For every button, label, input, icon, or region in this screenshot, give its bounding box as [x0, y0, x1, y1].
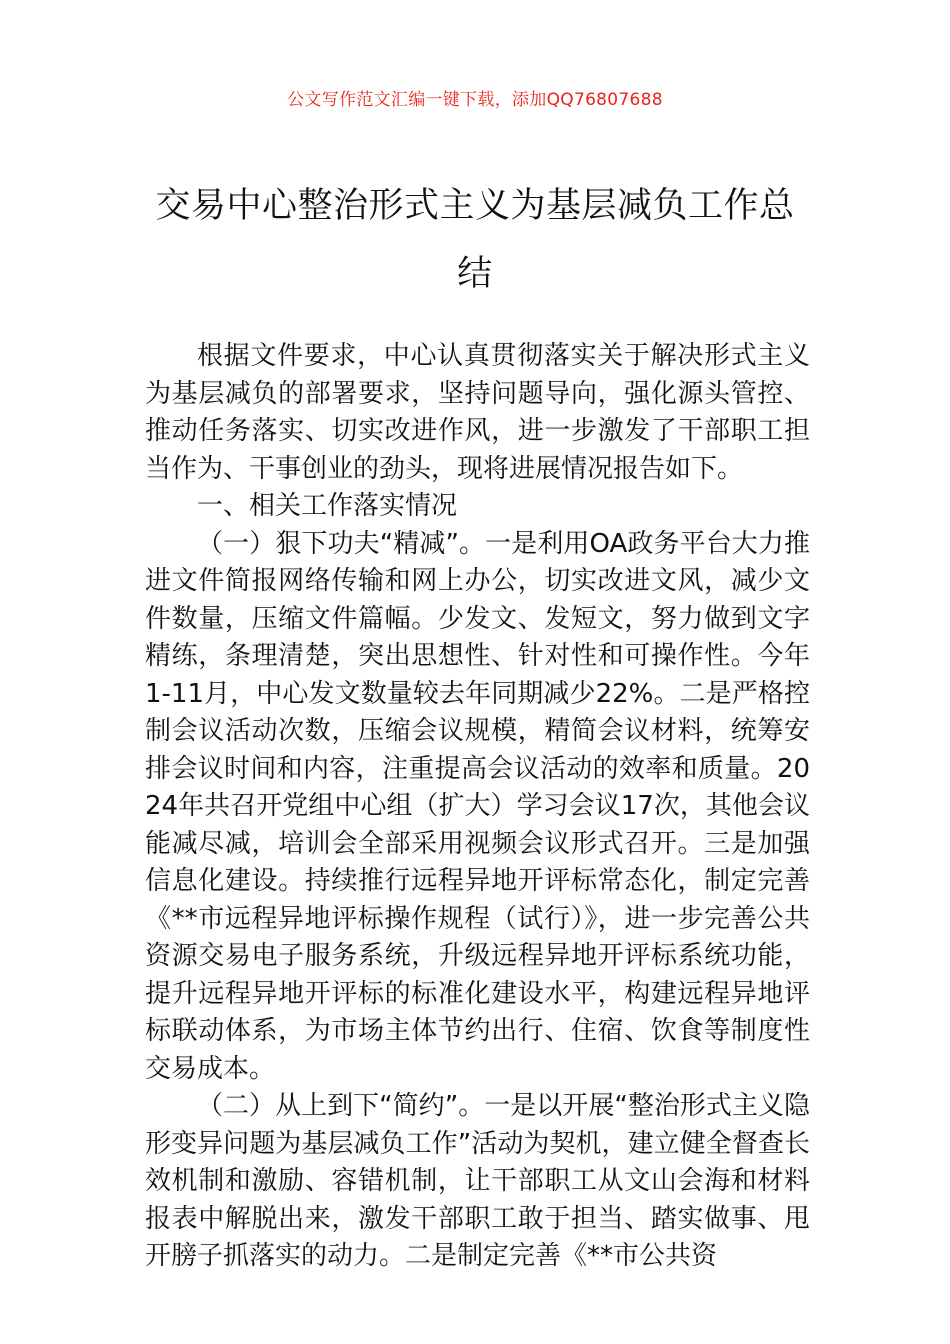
- document-body: [145, 338, 810, 1276]
- download-banner: 公文写作范文汇编一键下载，添加QQ76807688: [287, 90, 663, 110]
- intro-paragraph: 根据文件要求，中心认真贯彻落实关于解决形式主义为基层减负的部署要求，坚持问题导向，强化源头管控、推动任务落实、切实改进作风，进一步激发了干部职工担当作为、干事创业的劲头，现将进展情况报告如下。: [145, 341, 810, 484]
- paragraph-simplify: （二）从上到下“简约”。一是以开展“整治形式主义隐形变异问题为基层减负工作”活动为契机，建立健全督查长效机制和激励、容错机制，让干部职工从文山会海和材料报表中解脱出来，激发干部职工敢于担当、踏实做事、甩开膀子抓落实的动力。二是制定完善《**市公共资: [145, 1091, 810, 1271]
- paragraph-streamline: （一）狠下功夫“精减”。一是利用OA政务平台大力推进文件简报网络传输和网上办公，切实改进文风，减少文件数量，压缩文件篇幅。少发文、发短文，努力做到文字精练，条理清楚，突出思想性、针对性和可操作性。今年1-11月，中心发文数量较去年同期减少22%。二是严格控制会议活动次数，压缩会议规模，精简会议材料，统筹安排会议时间和内容，注重提高会议活动的效率和质量。2024年共召开党组中心组（扩大）学习会议17次，其他会议能减尽减，培训会全部采用视频会议形式召开。三是加强信息化建设。持续推行远程异地开评标常态化，制定完善《**市远程异地评标操作规程（试行）》，进一步完善公共资源交易电子服务系统，升级远程异地开评标系统功能，提升远程异地开评标的标准化建设水平，构建远程异地评标联动体系，为市场主体节约出行、住宿、饮食等制度性交易成本。: [145, 528, 810, 1084]
- document-title: 交易中心整治形式主义为基层减负工作总结: [155, 186, 795, 294]
- section-heading: 一、相关工作落实情况: [197, 491, 458, 521]
